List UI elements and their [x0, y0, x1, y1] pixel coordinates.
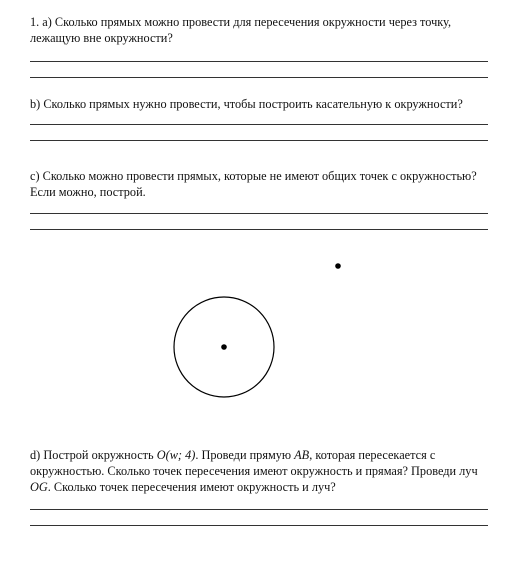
task-d-text: . Проведи прямую — [195, 448, 295, 462]
answer-line[interactable] — [30, 509, 488, 510]
circle-center-point — [221, 344, 227, 350]
line-notation: AB — [294, 448, 310, 462]
ray-notation: OG — [30, 480, 48, 494]
outside-point — [335, 263, 341, 269]
task-d-text: . Сколько точек пересечения имеют окружность и луч? — [47, 480, 336, 494]
task-d-text: d) Построй окружность — [30, 448, 157, 462]
task-d-question — [30, 447, 500, 495]
task-c-question: c) Сколько можно провести прямых, которые не имеют общих точек с окружностью? Если можно, построй. — [30, 169, 477, 199]
circle-notation: O(w; 4) — [156, 448, 196, 462]
task-a-question: 1. a) Сколько прямых можно провести для пересечения окружности через точку, лежащую вне окружности? — [30, 15, 452, 45]
answer-line[interactable] — [30, 525, 488, 526]
task-b-question: b) Сколько прямых нужно провести, чтобы построить касательную к окружности? — [30, 97, 463, 111]
task-d-text: , которая пересекается с окружностью. Сколько точек пересечения имеют окружность и прямая? Проведи луч — [30, 448, 478, 478]
